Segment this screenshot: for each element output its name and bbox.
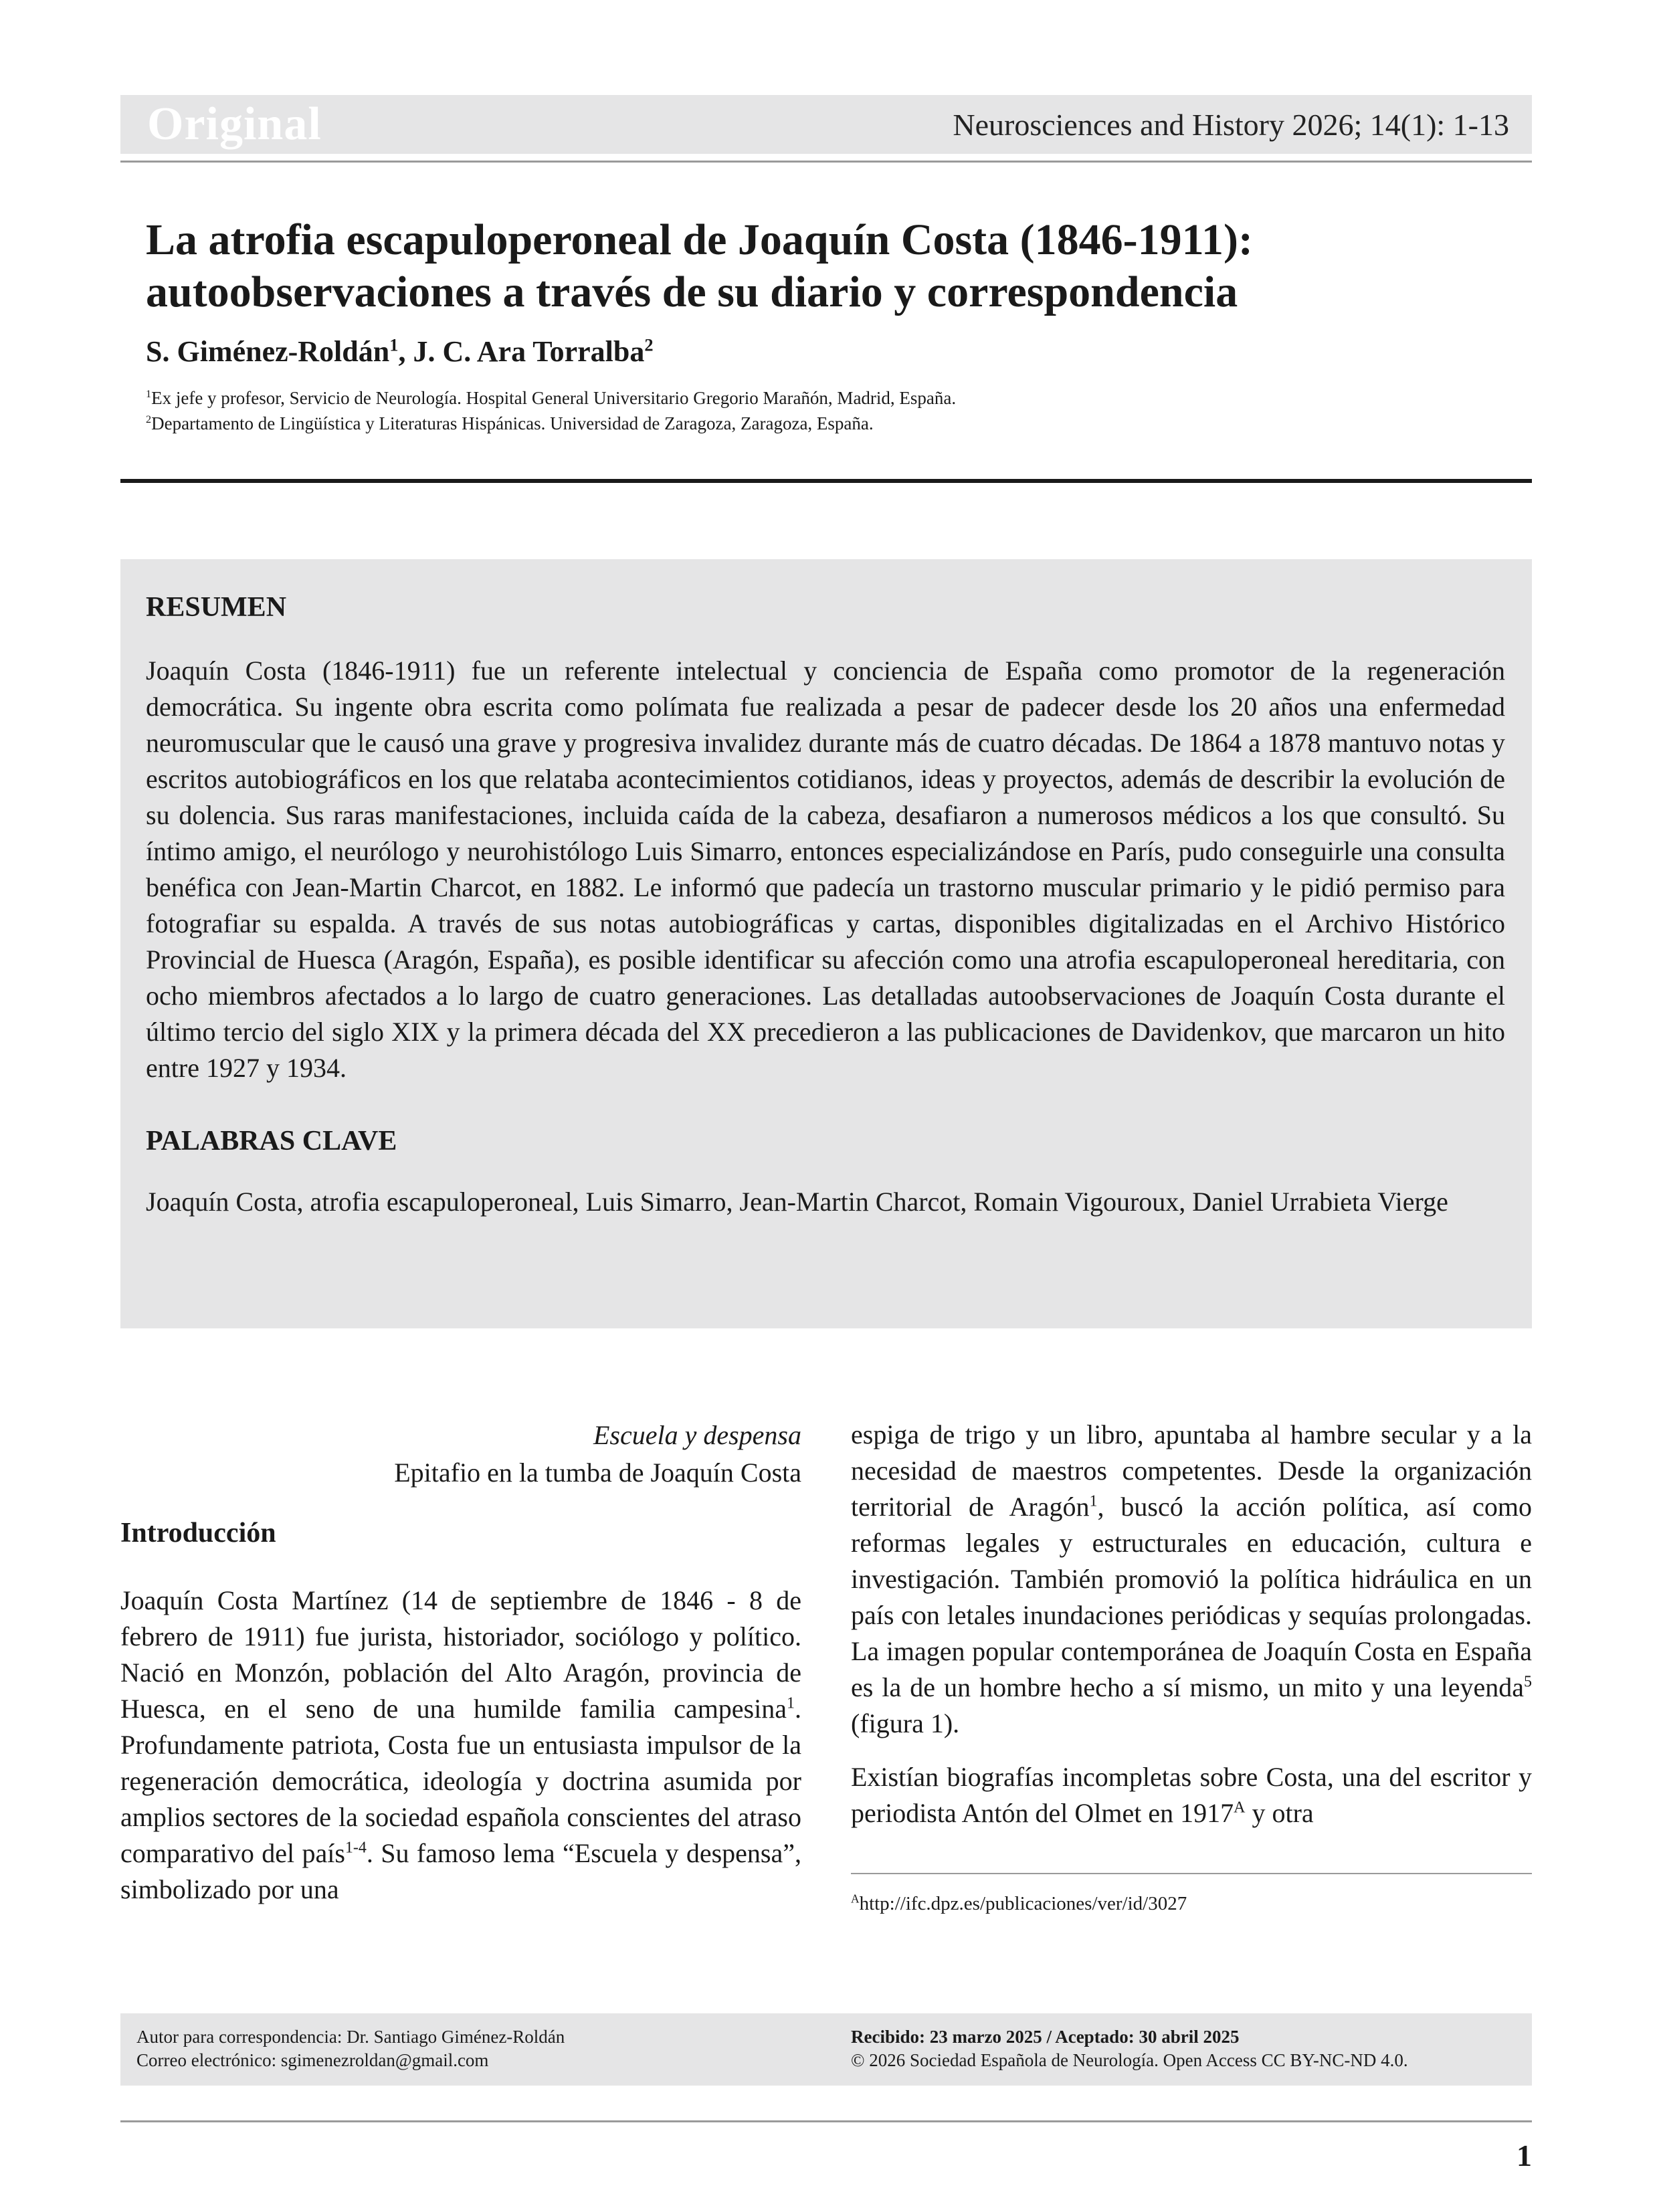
header-divider: [120, 161, 1532, 163]
affiliation-marker: 2: [644, 334, 654, 355]
correspondence-contact: [136, 2025, 565, 2072]
title-line-1: La atrofia escapuloperoneal de Joaquín Costa (1846-1911):: [146, 215, 1253, 264]
license-notice: © 2026 Sociedad Española de Neurología. Open Access CC BY-NC-ND 4.0.: [851, 2050, 1408, 2070]
abstract-box: [120, 559, 1532, 1328]
author-list: [146, 334, 654, 369]
journal-citation: Neurosciences and History 2026; 14(1): 1-13: [953, 107, 1509, 142]
left-column: [120, 1417, 801, 1908]
keywords-text: Joaquín Costa, atrofia escapuloperoneal, Luis Simarro, Jean-Martin Charcot, Romain Vigouroux, Daniel Urrabieta Vierge: [146, 1187, 1448, 1217]
citation-ref: 1: [787, 1694, 795, 1712]
affiliation-marker: 1: [389, 334, 399, 355]
paragraph-continuation: espiga de trigo y un libro, apuntaba al hambre secular y a la necesidad de maestros competentes. Desde la organización territorial de Aragón: [851, 1419, 1532, 1522]
right-column: [851, 1417, 1532, 1915]
footnote-divider: [851, 1873, 1532, 1874]
correspondence-email[interactable]: Correo electrónico: sgimenezroldan@gmail.com: [136, 2050, 489, 2070]
citation-ref: 1: [1089, 1492, 1098, 1510]
author-name: S. Giménez-Roldán: [146, 335, 390, 368]
title-divider: [120, 479, 1532, 483]
affiliation-number: 2: [146, 413, 152, 425]
article-title: [146, 214, 1524, 318]
intro-paragraph-2: Existían biografías incompletas sobre Costa, una del escritor y periodista Antón del Olmet en $1917^A$ y otra: [851, 1762, 1532, 1828]
intro-heading: Introducción: [120, 1518, 276, 1548]
received-accepted-dates: Recibido: 23 marzo 2025 / Aceptado: 30 abril 2025: [851, 2027, 1240, 2047]
epigraph-quote: Escuela y despensa: [593, 1420, 801, 1450]
section-label: Original: [147, 98, 322, 150]
affiliation-2: [146, 411, 956, 436]
author-separator: ,: [398, 335, 413, 368]
affiliation-text: Ex jefe y profesor, Servicio de Neurología. Hospital General Universitario Gregorio Marañón, Madrid, España.: [151, 388, 957, 408]
footnote-link[interactable]: http://ifc.dpz.es/publicaciones/ver/id/3027: [859, 1893, 1187, 1914]
page-header: [120, 95, 1532, 154]
intro-paragraph-1-part-2: espiga de trigo y un libro, apuntaba al hambre secular y a la necesidad de maestros competentes. Desde la organización territorial de Aragón$^1$, buscó la acción política, así como reformas legales y estructurales en educación, cultura e investigación. También promovió la política hidráulica en un país con letales inundaciones periódicas y sequías prolongadas. La imagen popular contemporánea de Joaquín Costa en España es la de un hombre hecho a sí mismo, un mito y una leyenda$^5$ (figura 1).: [851, 1419, 1532, 1738]
intro-paragraph-1-part-1: Joaquín Costa Martínez (14 de septiembre de 1846 - 8 de febrero de 1911) fue jurista, historiador, sociólogo y político. Nació en Monzón, población del Alto Aragón, provincia de Huesca, en el seno de una humilde familia campesina$^1$. Profundamente patriota, Costa fue un entusiasta impulsor de la regeneración democrática, ideología y doctrina asumida por amplios sectores de la sociedad española conscientes del atraso comparativo del país$^{1-4}$. Su famoso lema “Escuela y despensa”, simbolizado por una: [120, 1585, 801, 1904]
footnote-ref: A: [1234, 1799, 1246, 1817]
correspondence-box: [120, 2013, 1532, 2086]
epigraph-source: Epitafio en la tumba de Joaquín Costa: [394, 1457, 801, 1488]
footer-divider: [120, 2120, 1532, 2122]
affiliations: [146, 385, 956, 436]
publication-info: [851, 2025, 1408, 2072]
abstract-heading: RESUMEN: [146, 592, 287, 623]
keywords-heading: PALABRAS CLAVE: [146, 1126, 397, 1157]
citation-ref: 1-4: [345, 1839, 367, 1857]
footnote-mark: A: [851, 1892, 860, 1906]
affiliation-text: Departamento de Lingüística y Literaturas Hispánicas. Universidad de Zaragoza, Zaragoza, España.: [151, 413, 874, 433]
author-name: J. C. Ara Torralba: [413, 335, 645, 368]
page-number: 1: [1517, 2138, 1532, 2173]
affiliation-1: [146, 385, 956, 411]
citation-ref: 5: [1524, 1673, 1532, 1691]
epigraph: [120, 1417, 801, 1492]
footnote: [851, 1893, 1532, 1915]
abstract-text: Joaquín Costa (1846-1911) fue un referente intelectual y conciencia de España como promotor de la regeneración democrática. Su ingente obra escrita como polímata fue realizada a pesar de padecer desde los 20 años una enfermedad neuromuscular que le causó una grave y progresiva invalidez durante más de cuatro décadas. De 1864 a 1878 mantuvo notas y escritos autobiográficos en los que relataba acontecimientos cotidianos, ideas y proyectos, además de describir la evolución de su dolencia. Sus raras manifestaciones, incluida caída de la cabeza, desafiaron a numerosos médicos a los que consultó. Su íntimo amigo, el neurólogo y neurohistólogo Luis Simarro, entonces especializándose en París, pudo conseguirle una consulta benéfica con Jean-Martin Charcot, en 1882. Le informó que padecía un trastorno muscular primario y le pidió permiso para fotografiar su espalda. A través de sus notas autobiográficas y cartas, disponibles digitalizadas en el Archivo Histórico Provincial de Huesca (Aragón, España), es posible identificar su afección como una atrofia escapuloperoneal hereditaria, con ocho miembros afectados a lo largo de cuatro generaciones. Las detalladas autoobservaciones de Joaquín Costa durante el último tercio del siglo XIX y la primera década del XX precedieron a las publicaciones de Davidenkov, que marcaron un hito entre 1927 y 1934.: [146, 656, 1505, 1083]
title-line-2: autoobservaciones a través de su diario y correspondencia: [146, 268, 1238, 316]
correspondence-author: Autor para correspondencia: Dr. Santiago Giménez-Roldán: [136, 2027, 565, 2047]
affiliation-number: 1: [146, 388, 152, 400]
